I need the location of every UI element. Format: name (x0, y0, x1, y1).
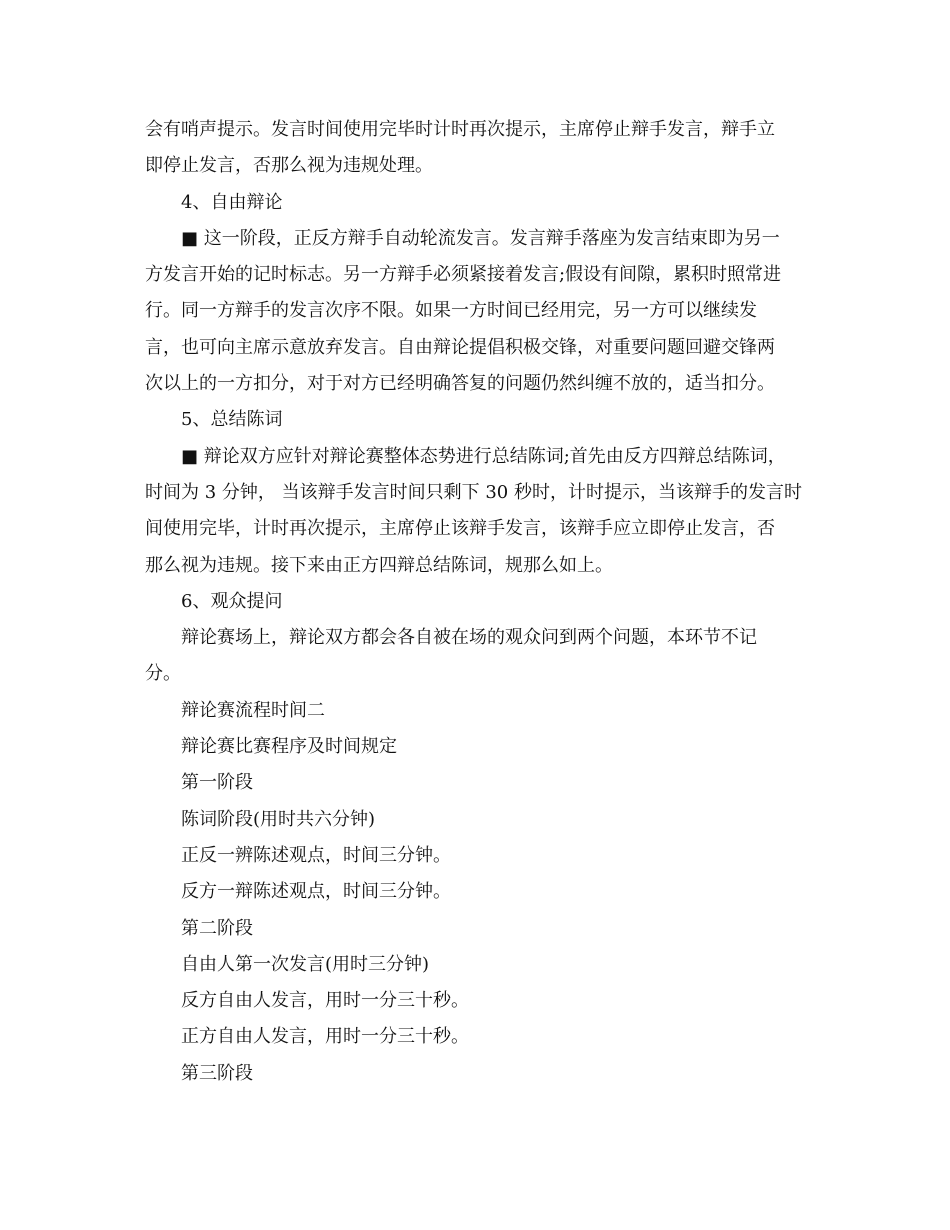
section-heading-free-debate: 4、自由辩论 (181, 191, 283, 213)
text-line: 时间为 3 分钟， 当该辩手发言时间只剩下 30 秒时，计时提示，当该辩手的发言时 (145, 481, 802, 503)
text-line: 间使用完毕，计时再次提示，主席停止该辩手发言，该辩手应立即停止发言，否 (145, 518, 775, 540)
text-line: 言，也可向主席示意放弃发言。自由辩论提倡积极交锋，对重要问题回避交锋两 (145, 336, 775, 358)
text-line: 分。 (145, 663, 181, 685)
text-line: 方发言开始的记时标志。另一方辩手必须紧接着发言;假设有间隙，累积时照常进 (145, 264, 782, 286)
text-line: ■ 这一阶段，正反方辩手自动轮流发言。发言辩手落座为发言结束即为另一 (181, 227, 780, 249)
text-line: 辩论赛场上，辩论双方都会各自被在场的观众问到两个问题，本环节不记 (181, 627, 757, 649)
text-line: 行。同一方辩手的发言次序不限。如果一方时间已经用完，另一方可以继续发 (145, 300, 757, 322)
text-line: 正反一辨陈述观点，时间三分钟。 (181, 844, 451, 866)
text-line: ■ 辩论双方应针对辩论赛整体态势进行总结陈词;首先由反方四辩总结陈词， (181, 445, 786, 467)
text-line: 会有哨声提示。发言时间使用完毕时计时再次提示，主席停止辩手发言，辩手立 (145, 119, 775, 140)
stage-heading: 第三阶段 (181, 1062, 253, 1084)
text-line: 陈词阶段(用时共六分钟) (181, 808, 376, 830)
text-line: 那么视为违规。接下来由正方四辩总结陈词，规那么如上。 (145, 554, 613, 576)
subtitle-line: 辩论赛比赛程序及时间规定 (181, 736, 397, 758)
text-line: 次以上的一方扣分，对于对方已经明确答复的问题仍然纠缠不放的，适当扣分。 (145, 373, 775, 395)
stage-heading: 第二阶段 (181, 917, 253, 939)
section-heading-closing-statement: 5、总结陈词 (181, 409, 283, 431)
text-line: 正方自由人发言，用时一分三十秒。 (181, 1026, 469, 1048)
text-line: 反方自由人发言，用时一分三十秒。 (181, 990, 469, 1012)
document-body (145, 112, 815, 1092)
text-line: 即停止发言，否那么视为违规处理。 (145, 155, 433, 177)
subtitle-line: 辩论赛流程时间二 (181, 699, 325, 721)
text-line: 自由人第一次发言(用时三分钟) (181, 953, 430, 975)
stage-heading: 第一阶段 (181, 772, 253, 794)
text-line: 反方一辩陈述观点，时间三分钟。 (181, 881, 451, 903)
section-heading-audience-questions: 6、观众提问 (181, 590, 283, 612)
